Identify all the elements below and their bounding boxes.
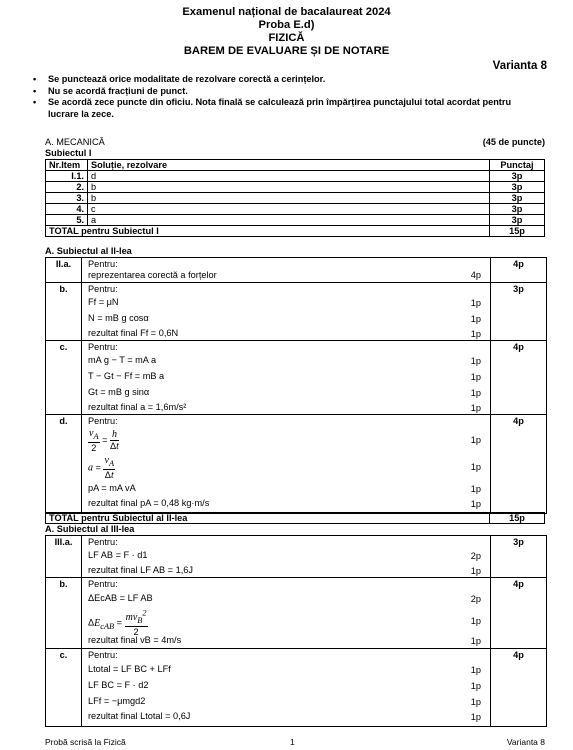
document-header [0, 6, 573, 58]
formula: LF AB = F · d1 [88, 550, 148, 560]
item-number: d. [59, 416, 68, 426]
subject-1-table [45, 159, 545, 237]
formula: LFf = −μmgd2 [88, 696, 146, 706]
subject-2-block: II.a. 4p Pentru: reprezentarea corectă a forțelor 4p b. 3p Pentru: Ff = μN 1p N = mB g cosα 1p rezultat final Ff = 0,6N 1p c. 4p Pentru: mA g − T = mA a 1p T − Gt − Ff = mB a 1p Gt = mB g sinα 1p rezultat final a = 1,6m/s² 1p d. 4p Pentru: $\frac{v_A}{2}$ = $\frac{h}{\Delta t}$ 1p a = $\frac{v_A}{\Delta t}$ 1p pA = mA vA 1p rezultat final pA = 0,48 kg·m/s 1p [45, 257, 547, 514]
table-row: 3. b 3p [46, 193, 545, 204]
subject-3-block: III.a. 3p Pentru: LF AB = F · d1 2p rezultat final LF AB = 1,6J 1p b. 4p Pentru: ΔEcAB = LF AB 2p $\Delta E_{cAB}$ = $\frac{mv_B^2}{2}$ 1p rezultat final vB = 4m/s 1p c. 4p Pentru: Ltotal = LF BC + LFf 1p LF BC = F · d2 1p LFf = −μmgd2 1p rezultat final Ltotal = 0,6J 1p [45, 535, 547, 727]
formula: rezultat final vB = 4m/s [88, 635, 182, 645]
item-points: 4p [513, 259, 524, 269]
subject-1-title: Subiectul I [45, 148, 92, 158]
header-solution: Soluție, rezolvare [88, 160, 490, 171]
formula-fraction: $\Delta E_{cAB}$ = $\frac{mv_B^2}{2}$ [88, 609, 147, 638]
table-header-row [46, 160, 545, 171]
section-title: A. MECANICĂ [45, 137, 105, 147]
total-row: TOTAL pentru Subiectul I 15p [46, 226, 545, 237]
item-number: III.a. [54, 537, 73, 547]
formula: rezultat final Ltotal = 0,6J [88, 711, 191, 721]
instruction-item: • Se acordă zece puncte din oficiu. Nota finală se calculează prin împărțirea punctajului total acordat pentru lucrare la zece. [33, 97, 512, 119]
table-row: 5. a 3p [46, 215, 545, 226]
item-number: b. [59, 579, 68, 589]
formula-fraction: $\frac{v_A}{2}$ = $\frac{h}{\Delta t}$ [89, 428, 119, 453]
formula: Gt = mB g sinα [88, 387, 150, 397]
instruction-item: • Se punctează orice modalitate de rezolvare corectă a cerințelor. [33, 74, 326, 84]
item-points: 4p [513, 650, 524, 660]
subject-2-total [45, 512, 545, 524]
header-item: Nr.Item [46, 160, 88, 171]
instruction-item: • Nu se acordă fracțiuni de punct. [33, 85, 188, 96]
item-number: b. [59, 284, 68, 294]
formula: N = mB g cosα [88, 313, 149, 323]
footer-right: Varianta 8 [506, 737, 545, 747]
item-number: II.a. [55, 259, 72, 269]
footer-left: Probă scrisă la Fizică [45, 737, 126, 747]
formula: ΔEcAB = LF AB [88, 593, 153, 603]
formula-fraction: a = $\frac{v_A}{\Delta t}$ [88, 455, 115, 481]
formula: LF BC = F · d2 [88, 680, 149, 690]
subject-3-title: A. Subiectul al III-lea [45, 524, 135, 534]
item-number: c. [59, 342, 68, 352]
barem-title: BAREM DE EVALUARE ȘI DE NOTARE [183, 45, 390, 57]
formula: pA = mA vA [88, 483, 136, 493]
item-points: 4p [513, 416, 524, 426]
formula: rezultat final pA = 0,48 kg·m/s [88, 498, 210, 508]
table-row: 2. b 3p [46, 182, 545, 193]
page-number: 1 [290, 737, 295, 747]
section-points: (45 de puncte) [482, 137, 545, 147]
item-points: 4p [513, 579, 524, 589]
table-row: 4. c 3p [46, 204, 545, 215]
formula: Ff = μN [88, 297, 119, 307]
instructions-list [33, 74, 543, 120]
formula: rezultat final a = 1,6m/s² [88, 402, 187, 412]
subject-2-title: A. Subiectul al II-lea [45, 246, 132, 256]
section-heading [45, 137, 545, 148]
table-row: I.1. d 3p [46, 171, 545, 182]
formula: mA g − T = mA a [88, 355, 157, 365]
item-points: 3p [513, 537, 524, 547]
exam-subject: FIZICĂ [268, 32, 305, 44]
item-points: 4p [513, 342, 524, 352]
item-points: 3p [513, 284, 524, 294]
formula: Ltotal = LF BC + LFf [88, 664, 171, 674]
header-points: Punctaj [490, 160, 545, 171]
formula: rezultat final LF AB = 1,6J [88, 565, 193, 575]
total-row: TOTAL pentru Subiectul al II-lea 15p [46, 513, 545, 524]
formula: T − Gt − Ff = mB a [88, 371, 165, 381]
exam-title: Examenul național de bacalaureat 2024 [182, 6, 391, 18]
variant-label: Varianta 8 [492, 60, 547, 72]
item-number: c. [59, 650, 68, 660]
exam-proba: Proba E.d) [258, 19, 315, 31]
formula: rezultat final Ff = 0,6N [88, 328, 179, 338]
